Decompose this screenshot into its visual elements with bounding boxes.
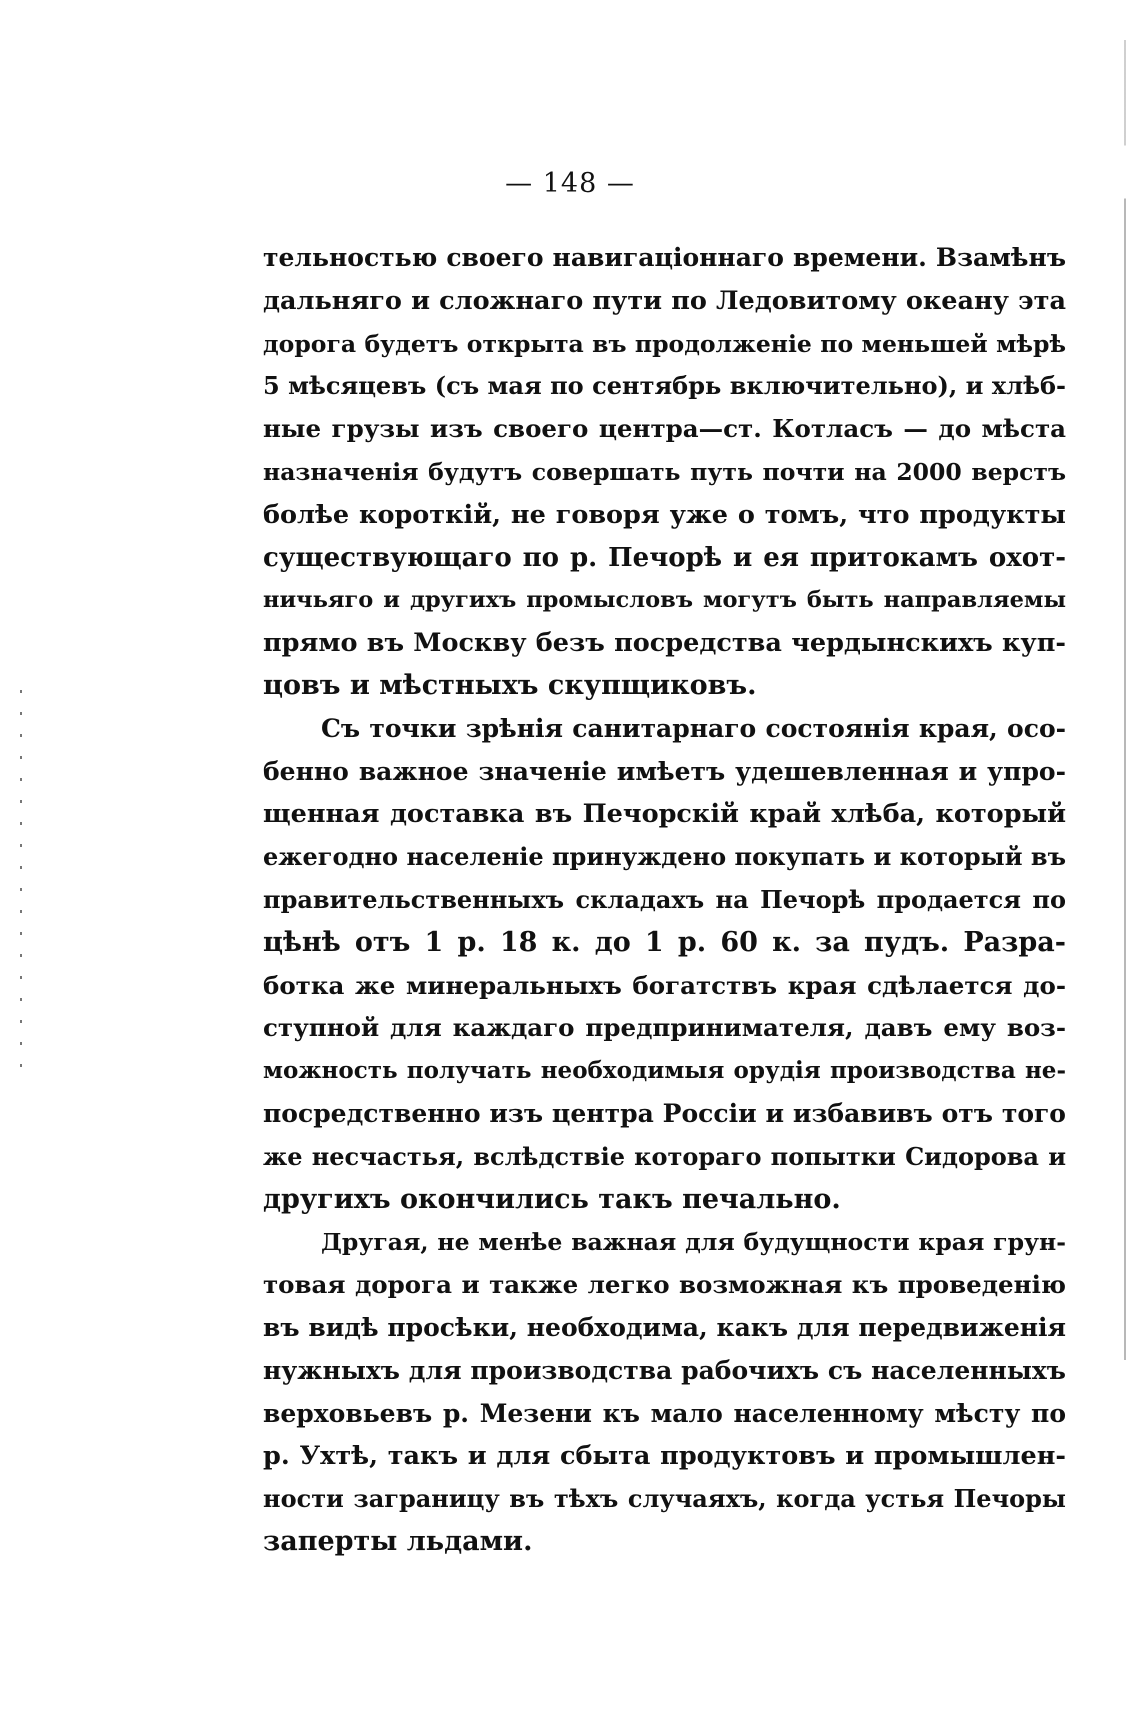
text-line: ботка же минеральныхъ богатствъ края сдѣлается до- <box>263 970 1066 1000</box>
text-line: Съ точки зрѣнія санитарнаго состоянія края, осо- <box>321 713 1066 743</box>
text-line: ежегодно населеніе принуждено покупать и который въ <box>263 842 1066 872</box>
text-line: нужныхъ для производства рабочихъ съ населенныхъ <box>263 1355 1066 1385</box>
text-line: тельностью своего навигаціоннаго времени. Взамѣнъ <box>263 243 1066 272</box>
paragraph-3 <box>263 1221 1066 1563</box>
text-line: р. Ухтѣ, такъ и для сбыта продуктовъ и промышлен- <box>263 1441 1066 1472</box>
page-number: — 148 — <box>505 168 635 199</box>
text-line: прямо въ Москву безъ посредства чердынскихъ куп- <box>263 628 1066 659</box>
text-line: дорога будетъ открыта въ продолженіе по меньшей мѣрѣ <box>263 329 1066 358</box>
text-line: назначенія будутъ совершать путь почти на 2000 верстъ <box>263 457 1066 486</box>
text-line: 5 мѣсяцевъ (съ мая по сентябрь включительно), и хлѣб- <box>263 371 1066 401</box>
text-line: верховьевъ р. Мезени къ мало населенному мѣсту по <box>263 1398 1066 1428</box>
text-line: товая дорога и также легко возможная къ проведенію <box>263 1270 1066 1300</box>
text-line: щенная доставка въ Печорскій край хлѣба, который <box>263 799 1066 830</box>
page-edge-shadow <box>1124 40 1126 1360</box>
text-line: Другая, не менѣе важная для будущности края грун- <box>321 1228 1066 1257</box>
text-line: заперты льдами. <box>263 1525 533 1557</box>
text-line: цовъ и мѣстныхъ скупщиковъ. <box>263 669 757 701</box>
text-line: болѣе короткій, не говоря уже о томъ, что продукты <box>263 499 1066 530</box>
text-line: ные грузы изъ своего центра—ст. Котласъ — до мѣста <box>263 414 1066 444</box>
text-line: другихъ окончились такъ печально. <box>263 1183 841 1215</box>
binding-dots <box>20 690 22 1070</box>
paragraph-1 <box>263 237 1066 708</box>
text-line: ступной для каждаго предпринимателя, давъ ему воз- <box>263 1013 1066 1043</box>
text-line: ничьяго и другихъ промысловъ могутъ быть направляемы <box>263 587 1066 614</box>
text-line: существующаго по р. Печорѣ и ея притокамъ охот- <box>263 542 1066 573</box>
text-line: въ видѣ просѣки, необходима, какъ для передвиженія <box>263 1312 1066 1342</box>
text-line: бенно важное значеніе имѣетъ удешевленная и упро- <box>263 756 1066 786</box>
text-line: можность получать необходимыя орудія производства не- <box>263 1057 1066 1085</box>
text-line: дальняго и сложнаго пути по Ледовитому океану эта <box>263 285 1066 316</box>
text-line: же несчастья, вслѣдствіе котораго попытки Сидорова и <box>263 1141 1066 1171</box>
text-line: правительственныхъ складахъ на Печорѣ продается по <box>263 884 1066 914</box>
body-text <box>263 237 1066 1564</box>
paragraph-2 <box>263 708 1066 1222</box>
text-line: ности заграницу въ тѣхъ случаяхъ, когда устья Печоры <box>263 1484 1066 1514</box>
text-line: посредственно изъ центра Россіи и избавивъ отъ того <box>263 1098 1066 1128</box>
text-line: цѣнѣ отъ 1 р. 18 к. до 1 р. 60 к. за пудъ. Разра- <box>263 926 1066 958</box>
